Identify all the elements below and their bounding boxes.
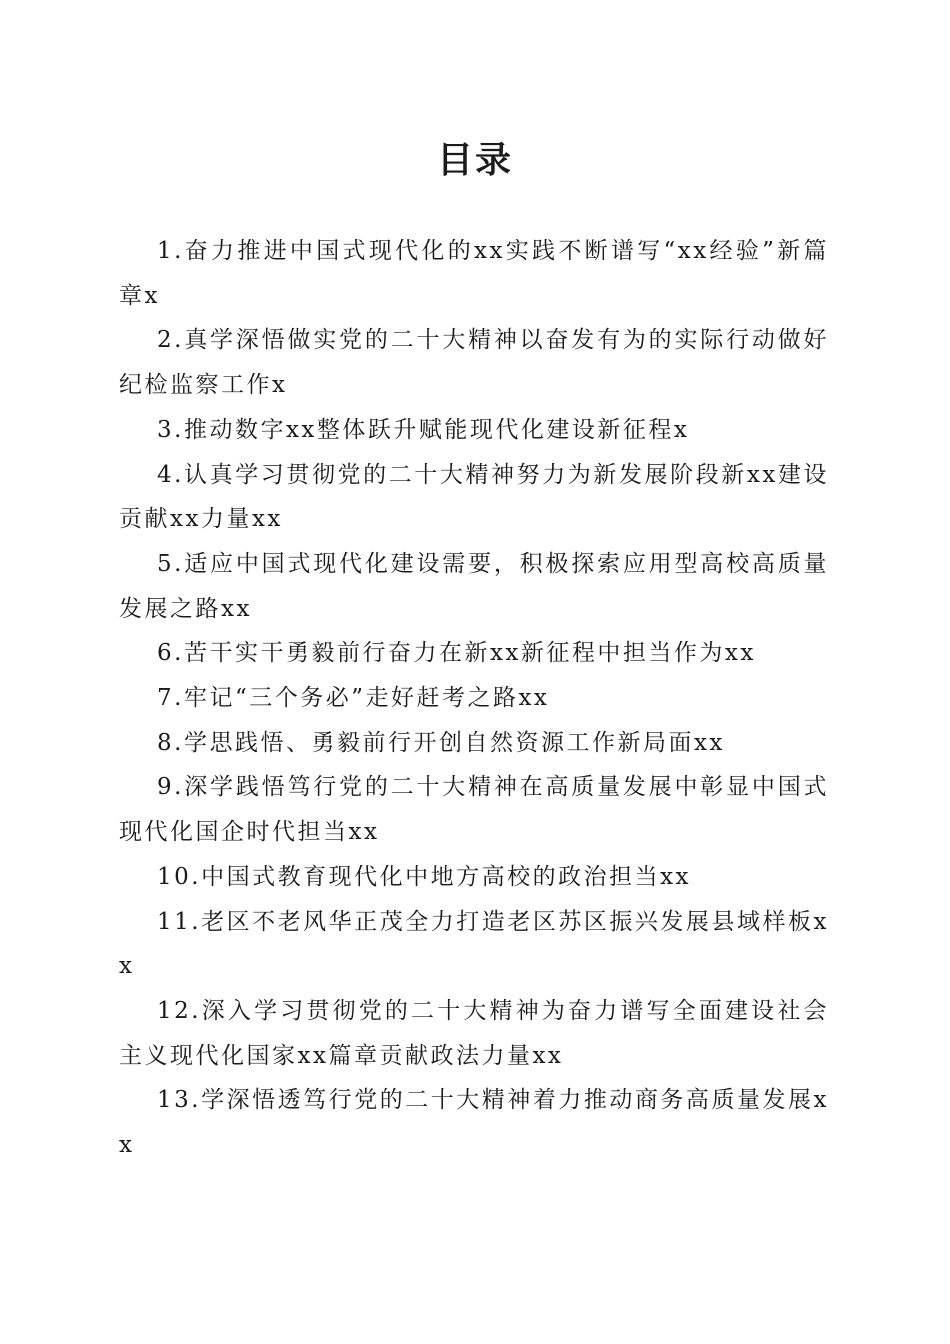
page-title: 目录 <box>436 139 513 181</box>
toc-item-5: 5.适应中国式现代化建设需要，积极探索应用型高校高质量发展之路xx <box>119 550 829 622</box>
table-of-contents <box>119 229 829 1168</box>
toc-item-12: 12.深入学习贯彻党的二十大精神为奋力谱写全面建设社会主义现代化国家xx篇章贡献政法力量xx <box>119 997 829 1069</box>
toc-item-8: 8.学思践悟、勇毅前行开创自然资源工作新局面xx <box>157 729 725 756</box>
toc-item-13: 13.学深悟透笃行党的二十大精神着力推动商务高质量发展xx <box>119 1087 829 1159</box>
toc-item-3: 3.推动数字xx整体跃升赋能现代化建设新征程x <box>157 416 690 443</box>
toc-item-6: 6.苦干实干勇毅前行奋力在新xx新征程中担当作为xx <box>157 640 756 667</box>
toc-item-9: 9.深学践悟笃行党的二十大精神在高质量发展中彰显中国式现代化国企时代担当xx <box>119 774 829 846</box>
toc-item-10: 10.中国式教育现代化中地方高校的政治担当xx <box>157 863 692 890</box>
toc-item-2: 2.真学深悟做实党的二十大精神以奋发有为的实际行动做好纪检监察工作x <box>119 327 829 399</box>
toc-item-4: 4.认真学习贯彻党的二十大精神努力为新发展阶段新xx建设贡献xx力量xx <box>119 461 829 533</box>
toc-item-11: 11.老区不老风华正茂全力打造老区苏区振兴发展县域样板xx <box>119 908 829 980</box>
toc-item-7: 7.牢记“三个务必”走好赶考之路xx <box>157 685 550 712</box>
toc-item-1: 1.奋力推进中国式现代化的xx实践不断谱写“xx经验”新篇章x <box>119 238 829 309</box>
